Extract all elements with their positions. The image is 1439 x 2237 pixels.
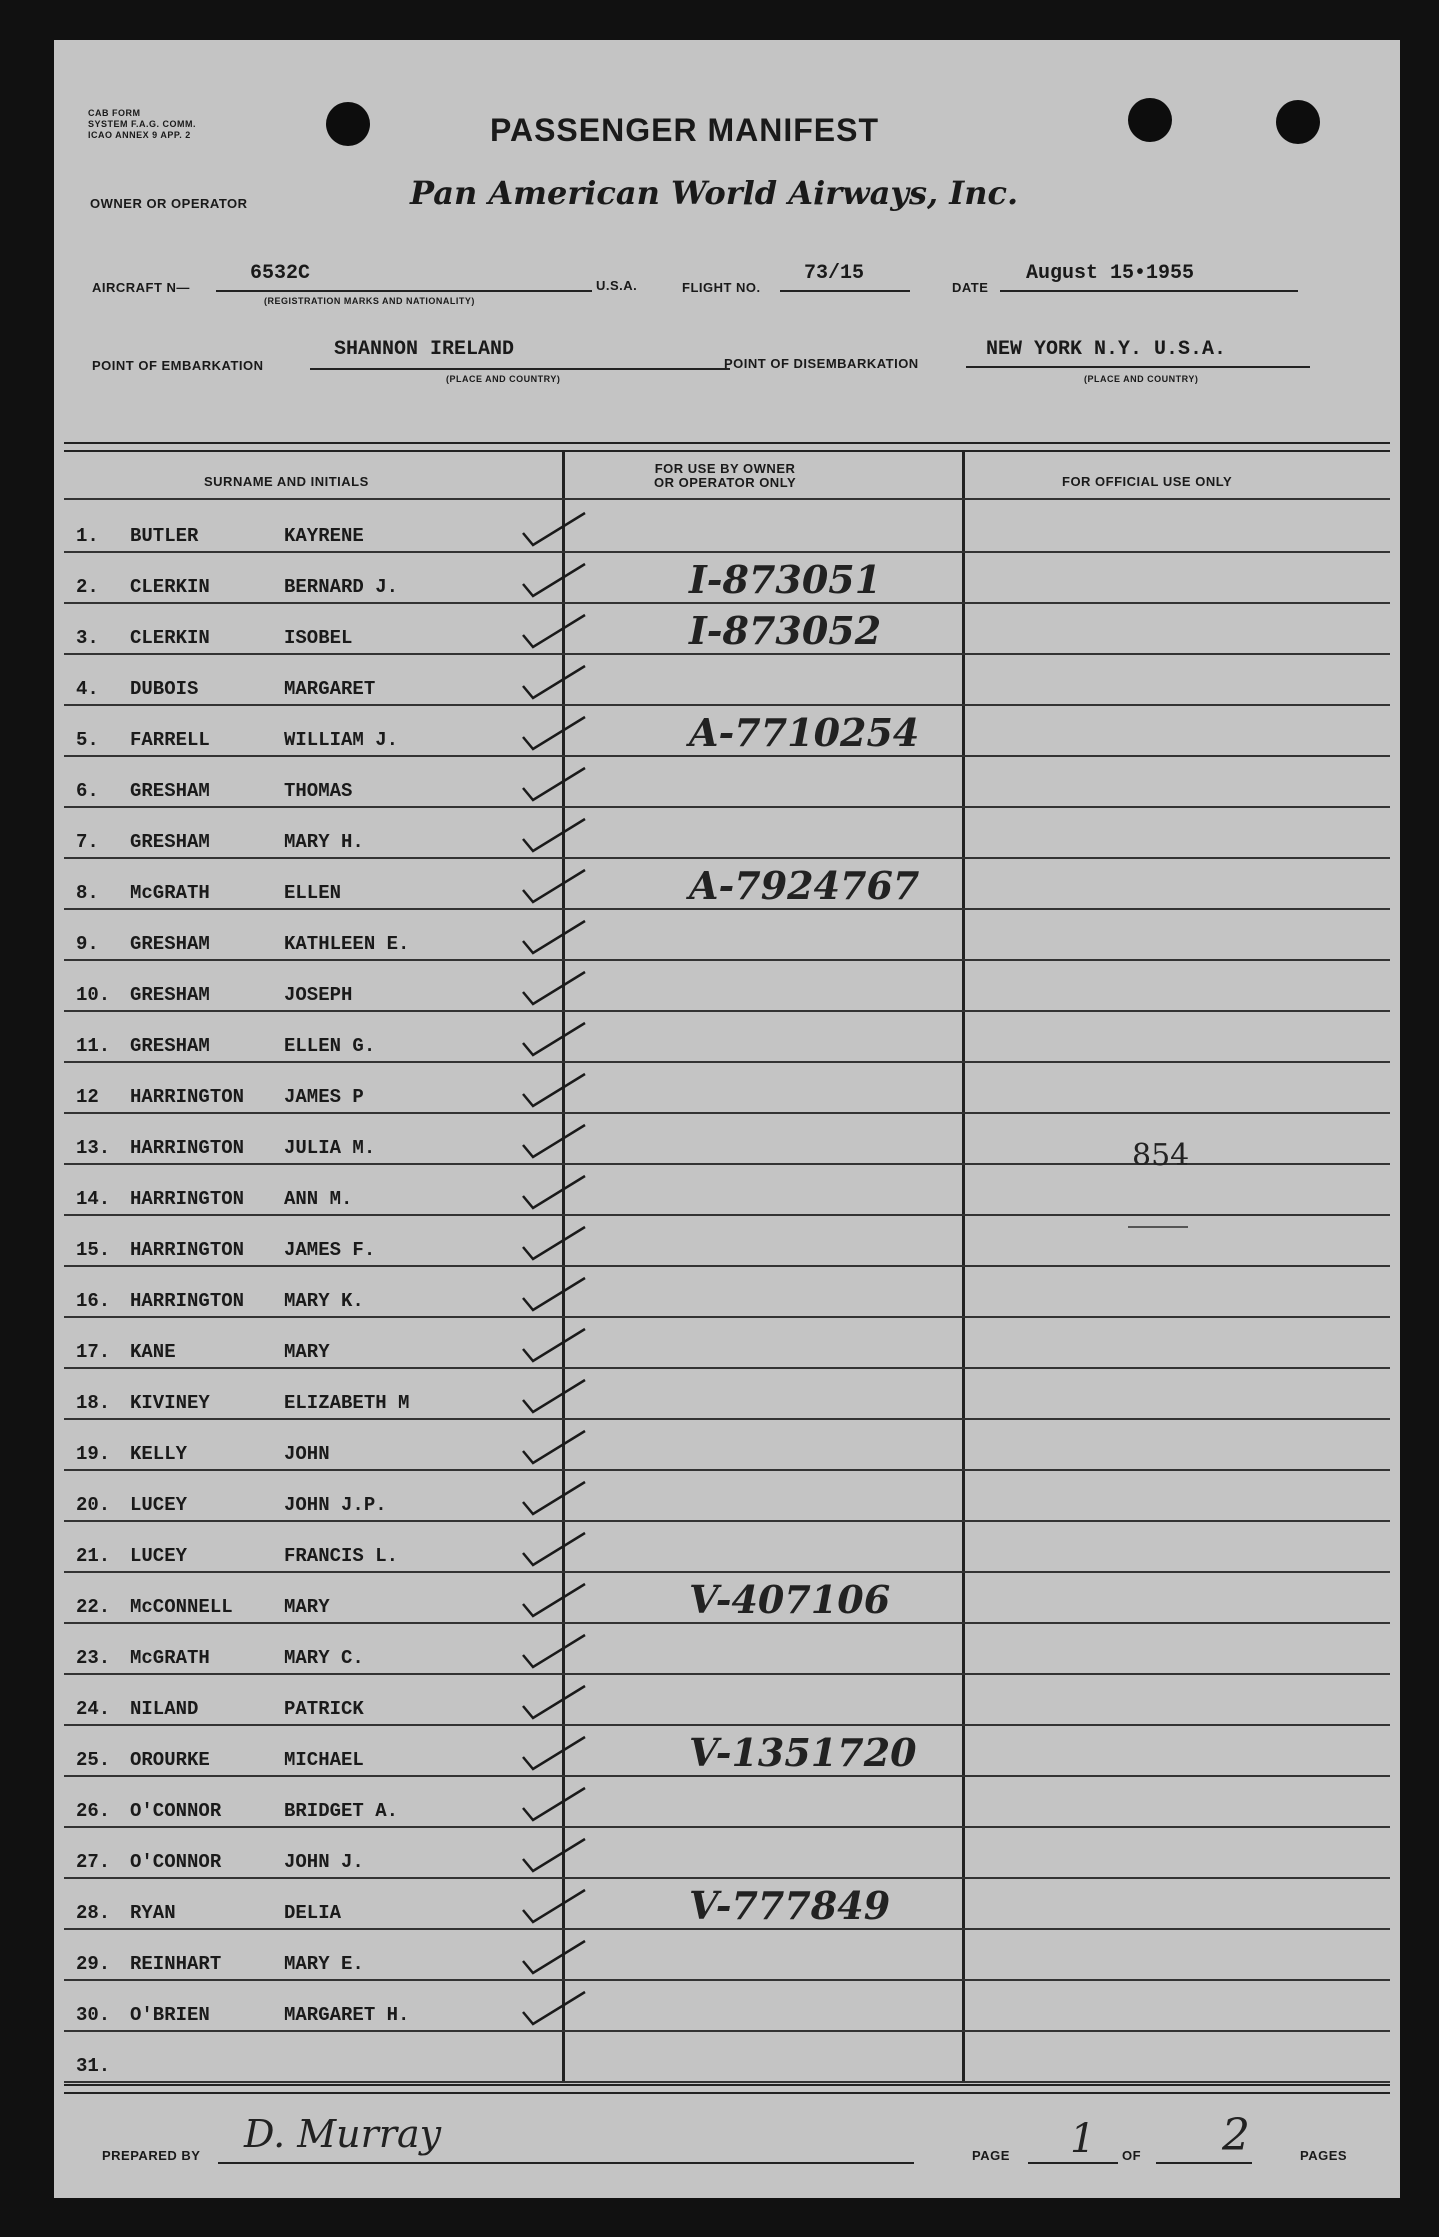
flight-label: FLIGHT NO. [682, 280, 761, 295]
disembark-label: POINT OF DISEMBARKATION [724, 356, 919, 371]
row-number: 12 [76, 1086, 99, 1108]
table-row [64, 1369, 1390, 1420]
checkmark-icon [519, 560, 589, 600]
page-label: PAGE [972, 2148, 1010, 2163]
checkmark-icon [519, 1682, 589, 1722]
checkmark-icon [519, 1631, 589, 1671]
punch-hole [1276, 100, 1320, 144]
checkmark-icon [519, 1427, 589, 1467]
header-underline [64, 498, 1390, 500]
passenger-initials: MARY E. [284, 1953, 364, 1975]
flight-underline [780, 290, 910, 292]
checkmark-icon [519, 1121, 589, 1161]
passenger-surname: HARRINGTON [130, 1086, 245, 1108]
table-row [64, 859, 1390, 910]
form-reference: CAB FORM SYSTEM F.A.G. COMM. ICAO ANNEX 9 APP. 2 [88, 108, 197, 140]
row-number: 25. [76, 1749, 111, 1771]
passenger-initials: MARGARET [284, 678, 376, 700]
passenger-initials: DELIA [284, 1902, 342, 1924]
table-row [64, 1522, 1390, 1573]
row-number: 3. [76, 627, 99, 649]
disembark-value: NEW YORK N.Y. U.S.A. [986, 338, 1227, 361]
checkmark-icon [519, 713, 589, 753]
passenger-surname: CLERKIN [130, 627, 210, 649]
passenger-initials: JULIA M. [284, 1137, 376, 1159]
checkmark-icon [519, 1172, 589, 1212]
date-underline [1000, 290, 1298, 292]
passenger-surname: O'CONNOR [130, 1851, 222, 1873]
checkmark-icon [519, 917, 589, 957]
checkmark-icon [519, 1274, 589, 1314]
punch-hole [326, 102, 370, 146]
passenger-initials: ELLEN G. [284, 1035, 376, 1057]
row-number: 21. [76, 1545, 111, 1567]
passenger-initials: ISOBEL [284, 627, 353, 649]
checkmark-icon [519, 662, 589, 702]
row-number: 10. [76, 984, 111, 1006]
table-row [64, 655, 1390, 706]
passenger-surname: GRESHAM [130, 831, 210, 853]
manifest-sheet [54, 40, 1400, 2198]
table-row [64, 1930, 1390, 1981]
row-number: 29. [76, 1953, 111, 1975]
passenger-surname: McCONNELL [130, 1596, 233, 1618]
aircraft-value: 6532C [250, 262, 311, 285]
prepared-label: PREPARED BY [102, 2148, 201, 2163]
passenger-initials: MARY [284, 1596, 330, 1618]
owner-note: V-1351720 [689, 1730, 917, 1775]
passenger-surname: McGRATH [130, 1647, 210, 1669]
aircraft-label: AIRCRAFT N— [92, 280, 190, 295]
row-number: 24. [76, 1698, 111, 1720]
row-number: 14. [76, 1188, 111, 1210]
passenger-initials: JOSEPH [284, 984, 353, 1006]
passenger-initials: JOHN J. [284, 1851, 364, 1873]
checkmark-icon [519, 1070, 589, 1110]
table-row [64, 604, 1390, 655]
passenger-initials: MARY [284, 1341, 330, 1363]
passenger-initials: ELIZABETH M [284, 1392, 410, 1414]
prepared-underline [218, 2162, 914, 2164]
passenger-initials: PATRICK [284, 1698, 364, 1720]
checkmark-icon [519, 611, 589, 651]
table-row [64, 1012, 1390, 1063]
prepared-signature: D. Murray [244, 2112, 442, 2156]
checkmark-icon [519, 1478, 589, 1518]
table-row [64, 1471, 1390, 1522]
checkmark-icon [519, 1376, 589, 1416]
passenger-initials: JAMES F. [284, 1239, 376, 1261]
table-row [64, 1063, 1390, 1114]
of-underline [1156, 2162, 1252, 2164]
row-number: 4. [76, 678, 99, 700]
embark-value: SHANNON IRELAND [334, 338, 515, 361]
checkmark-icon [519, 815, 589, 855]
table-top-rule [64, 442, 1390, 452]
passenger-surname: LUCEY [130, 1545, 188, 1567]
table-row [64, 1420, 1390, 1471]
passenger-initials: MARGARET H. [284, 2004, 410, 2026]
passenger-surname: DUBOIS [130, 678, 199, 700]
row-number: 26. [76, 1800, 111, 1822]
table-row [64, 757, 1390, 808]
table-row [64, 1879, 1390, 1930]
page-underline [1028, 2162, 1118, 2164]
passenger-surname: O'CONNOR [130, 1800, 222, 1822]
checkmark-icon [519, 968, 589, 1008]
table-row [64, 1267, 1390, 1318]
registration-note: (REGISTRATION MARKS AND NATIONALITY) [264, 296, 475, 306]
official-dash [1128, 1226, 1188, 1228]
passenger-initials: JAMES P [284, 1086, 364, 1108]
passenger-initials: MARY K. [284, 1290, 364, 1312]
passenger-initials: KAYRENE [284, 525, 364, 547]
passenger-surname: GRESHAM [130, 984, 210, 1006]
disembark-place-note: (PLACE AND COUNTRY) [1084, 374, 1199, 384]
page-title: PASSENGER MANIFEST [490, 112, 879, 148]
table-bottom-rule [64, 2084, 1390, 2094]
of-label: OF [1122, 2148, 1142, 2163]
owner-label: OWNER OR OPERATOR [90, 196, 248, 211]
row-number: 27. [76, 1851, 111, 1873]
table-row [64, 910, 1390, 961]
date-value: August 15•1955 [1026, 262, 1195, 285]
table-row [64, 1624, 1390, 1675]
row-number: 28. [76, 1902, 111, 1924]
aircraft-underline [216, 290, 592, 292]
passenger-surname: LUCEY [130, 1494, 188, 1516]
owner-note: V-777849 [689, 1883, 891, 1928]
checkmark-icon [519, 1733, 589, 1773]
passenger-initials: JOHN [284, 1443, 330, 1465]
disembark-underline [966, 366, 1310, 368]
passenger-initials: FRANCIS L. [284, 1545, 399, 1567]
punch-hole [1128, 98, 1172, 142]
passenger-initials: MARY H. [284, 831, 364, 853]
embark-label: POINT OF EMBARKATION [92, 358, 264, 373]
table-row [64, 1216, 1390, 1267]
passenger-surname: McGRATH [130, 882, 210, 904]
row-number: 11. [76, 1035, 111, 1057]
passenger-surname: CLERKIN [130, 576, 210, 598]
passenger-initials: JOHN J.P. [284, 1494, 387, 1516]
column-header-surname: SURNAME AND INITIALS [204, 474, 369, 489]
row-number: 19. [76, 1443, 111, 1465]
checkmark-icon [519, 1784, 589, 1824]
row-number: 2. [76, 576, 99, 598]
official-note: 854 [1132, 1138, 1190, 1173]
row-number: 22. [76, 1596, 111, 1618]
row-number: 20. [76, 1494, 111, 1516]
row-number: 1. [76, 525, 99, 547]
table-row [64, 1675, 1390, 1726]
table-row [64, 961, 1390, 1012]
flight-value: 73/15 [804, 262, 865, 285]
owner-note: I-873052 [689, 608, 882, 653]
operator-name: Pan American World Airways, Inc. [410, 174, 1019, 212]
passenger-surname: HARRINGTON [130, 1188, 245, 1210]
owner-note: I-873051 [689, 557, 882, 602]
passenger-surname: GRESHAM [130, 780, 210, 802]
passenger-initials: KATHLEEN E. [284, 933, 410, 955]
passenger-surname: RYAN [130, 1902, 176, 1924]
row-number: 5. [76, 729, 99, 751]
checkmark-icon [519, 509, 589, 549]
table-row [64, 553, 1390, 604]
passenger-initials: THOMAS [284, 780, 353, 802]
row-number: 15. [76, 1239, 111, 1261]
passenger-surname: FARRELL [130, 729, 210, 751]
owner-note: V-407106 [689, 1577, 891, 1622]
table-row [64, 1828, 1390, 1879]
total-pages: 2 [1222, 2110, 1250, 2161]
row-number: 9. [76, 933, 99, 955]
passenger-surname: BUTLER [130, 525, 199, 547]
date-label: DATE [952, 280, 989, 295]
row-number: 31. [76, 2055, 111, 2077]
checkmark-icon [519, 866, 589, 906]
country-label: U.S.A. [596, 278, 638, 293]
checkmark-icon [519, 1325, 589, 1365]
checkmark-icon [519, 1937, 589, 1977]
row-number: 30. [76, 2004, 111, 2026]
row-number: 6. [76, 780, 99, 802]
passenger-initials: MARY C. [284, 1647, 364, 1669]
checkmark-icon [519, 1835, 589, 1875]
table-row [64, 1981, 1390, 2032]
row-number: 18. [76, 1392, 111, 1414]
passenger-initials: BRIDGET A. [284, 1800, 399, 1822]
checkmark-icon [519, 1580, 589, 1620]
table-row [64, 808, 1390, 859]
checkmark-icon [519, 1988, 589, 2028]
table-row [64, 1726, 1390, 1777]
table-row [64, 2032, 1390, 2083]
table-row [64, 706, 1390, 757]
table-row [64, 502, 1390, 553]
owner-note: A-7924767 [689, 863, 920, 908]
passenger-surname: REINHART [130, 1953, 222, 1975]
owner-note: A-7710254 [689, 710, 920, 755]
column-header-owner: FOR USE BY OWNER OR OPERATOR ONLY [654, 461, 797, 490]
table-row [64, 1165, 1390, 1216]
column-header-official: FOR OFFICIAL USE ONLY [1062, 474, 1233, 489]
row-number: 13. [76, 1137, 111, 1159]
passenger-surname: KELLY [130, 1443, 188, 1465]
passenger-initials: ELLEN [284, 882, 342, 904]
passenger-surname: OROURKE [130, 1749, 210, 1771]
checkmark-icon [519, 1019, 589, 1059]
table-row [64, 1318, 1390, 1369]
passenger-initials: ANN M. [284, 1188, 353, 1210]
row-number: 8. [76, 882, 99, 904]
checkmark-icon [519, 1886, 589, 1926]
row-number: 23. [76, 1647, 111, 1669]
passenger-surname: KANE [130, 1341, 176, 1363]
pages-label: PAGES [1300, 2148, 1348, 2163]
passenger-surname: HARRINGTON [130, 1290, 245, 1312]
checkmark-icon [519, 1529, 589, 1569]
embark-place-note: (PLACE AND COUNTRY) [446, 374, 561, 384]
passenger-initials: BERNARD J. [284, 576, 399, 598]
passenger-surname: HARRINGTON [130, 1239, 245, 1261]
table-row [64, 1573, 1390, 1624]
passenger-surname: NILAND [130, 1698, 199, 1720]
embark-underline [310, 368, 730, 370]
passenger-initials: WILLIAM J. [284, 729, 399, 751]
passenger-initials: MICHAEL [284, 1749, 364, 1771]
passenger-surname: KIVINEY [130, 1392, 210, 1414]
passenger-surname: GRESHAM [130, 933, 210, 955]
passenger-surname: HARRINGTON [130, 1137, 245, 1159]
row-rule [64, 2081, 1390, 2083]
checkmark-icon [519, 1223, 589, 1263]
row-number: 16. [76, 1290, 111, 1312]
passenger-surname: O'BRIEN [130, 2004, 210, 2026]
passenger-surname: GRESHAM [130, 1035, 210, 1057]
row-number: 17. [76, 1341, 111, 1363]
table-row [64, 1777, 1390, 1828]
checkmark-icon [519, 764, 589, 804]
table-row [64, 1114, 1390, 1165]
row-number: 7. [76, 831, 99, 853]
page-number: 1 [1070, 2116, 1096, 2162]
